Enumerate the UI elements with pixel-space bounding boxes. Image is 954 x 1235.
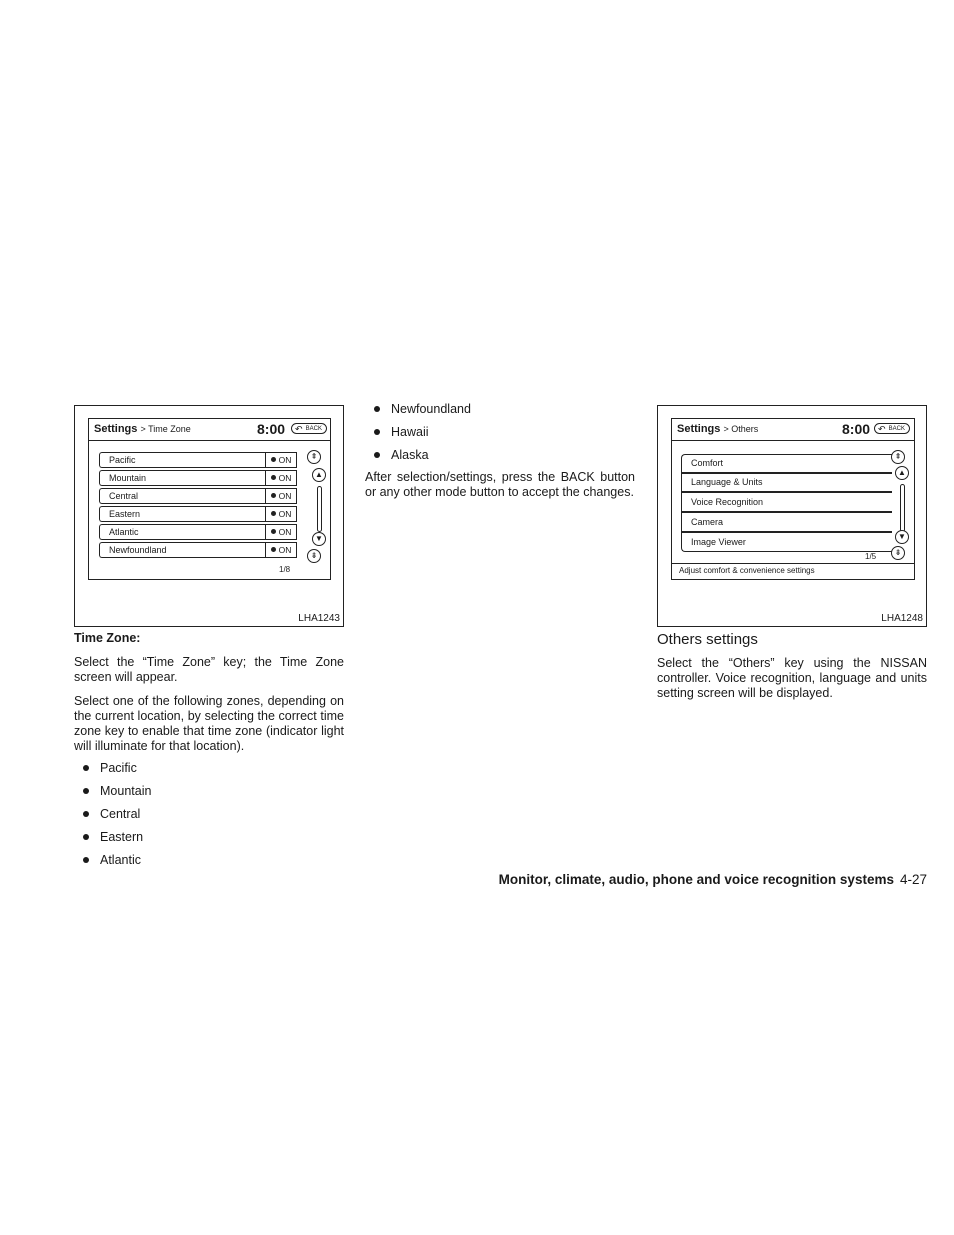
list-item-mountain[interactable]: Mountain ON (99, 470, 297, 486)
skip-up-icon[interactable]: ⇞ (307, 450, 321, 464)
screen-title: Settings > Time Zone (94, 423, 191, 435)
clock: 8:00 (257, 421, 286, 437)
figure-time-zone (74, 405, 344, 627)
back-button[interactable]: ↶ BACK (874, 423, 910, 434)
menu-item-language-units[interactable]: Language & Units (681, 473, 892, 492)
others-settings-heading: Others settings (657, 631, 758, 648)
back-arrow-icon: ↶ (295, 424, 303, 434)
skip-down-icon[interactable]: ⇟ (307, 549, 321, 563)
status-bar: Adjust comfort & convenience settings (672, 563, 914, 579)
page-indicator: 1/8 (279, 565, 291, 574)
back-button-paragraph: After selection/settings, press the BACK button or any other mode button to accept the changes. (365, 470, 635, 499)
menu-item-image-viewer[interactable]: Image Viewer (681, 532, 892, 552)
screen-header (89, 419, 330, 441)
scroll-up-icon[interactable]: ▲ (312, 468, 326, 482)
scroll-up-icon[interactable]: ▲ (895, 466, 909, 480)
toggle-on-button[interactable]: ON (265, 452, 297, 468)
figure-code: LHA1243 (298, 613, 340, 624)
skip-up-icon[interactable]: ⇞ (891, 450, 905, 464)
figure-code: LHA1248 (881, 613, 923, 624)
breadcrumb: > Others (723, 424, 759, 434)
time-zone-screen (88, 418, 331, 580)
others-settings-paragraph: Select the “Others” key using the NISSAN controller. Voice recognition, language and units setting screen will be displayed. (657, 656, 927, 700)
time-zone-list (99, 452, 297, 562)
list-item: Pacific (74, 761, 344, 776)
scroll-down-icon[interactable]: ▼ (312, 532, 326, 546)
page-indicator: 1/5 (865, 552, 877, 561)
list-item: Newfoundland (365, 402, 635, 417)
list-item-central[interactable]: Central ON (99, 488, 297, 504)
list-item: Eastern (74, 830, 344, 845)
screen-header (672, 419, 914, 441)
toggle-on-button[interactable]: ON (265, 488, 297, 504)
list-item-eastern[interactable]: Eastern ON (99, 506, 297, 522)
back-arrow-icon: ↶ (878, 424, 886, 434)
menu-item-comfort[interactable]: Comfort (681, 454, 892, 473)
screen-title: Settings > Others (677, 423, 759, 435)
time-zone-heading: Time Zone: (74, 631, 141, 645)
page-footer (499, 872, 927, 887)
clock: 8:00 (842, 421, 871, 437)
toggle-on-button[interactable]: ON (265, 524, 297, 540)
breadcrumb: > Time Zone (140, 424, 191, 434)
time-zone-paragraph-2: Select one of the following zones, depending on the current location, by selecting the correct time zone key to enable that time zone (indicator light will illuminate for that location). (74, 694, 344, 753)
skip-down-icon[interactable]: ⇟ (891, 546, 905, 560)
time-zone-bullet-list (74, 761, 344, 876)
scrollbar[interactable] (900, 484, 905, 532)
list-item-pacific[interactable]: Pacific ON (99, 452, 297, 468)
toggle-on-button[interactable]: ON (265, 470, 297, 486)
list-item-newfoundland[interactable]: Newfoundland ON (99, 542, 297, 558)
list-item-atlantic[interactable]: Atlantic ON (99, 524, 297, 540)
page-number: 4-27 (899, 872, 927, 887)
list-item: Central (74, 807, 344, 822)
others-menu-list (681, 454, 892, 550)
menu-item-camera[interactable]: Camera (681, 512, 892, 532)
toggle-on-button[interactable]: ON (265, 542, 297, 558)
others-screen (671, 418, 915, 580)
scroll-down-icon[interactable]: ▼ (895, 530, 909, 544)
list-item: Mountain (74, 784, 344, 799)
section-title: Monitor, climate, audio, phone and voice recognition systems (498, 872, 894, 887)
figure-others (657, 405, 927, 627)
time-zone-paragraph-1: Select the “Time Zone” key; the Time Zone screen will appear. (74, 655, 344, 684)
toggle-on-button[interactable]: ON (265, 506, 297, 522)
more-zones-bullet-list (365, 402, 635, 471)
list-item: Alaska (365, 448, 635, 463)
list-item: Atlantic (74, 853, 344, 868)
scrollbar[interactable] (317, 486, 322, 532)
list-item: Hawaii (365, 425, 635, 440)
menu-item-voice-recognition[interactable]: Voice Recognition (681, 492, 892, 512)
back-button[interactable]: ↶ BACK (291, 423, 327, 434)
